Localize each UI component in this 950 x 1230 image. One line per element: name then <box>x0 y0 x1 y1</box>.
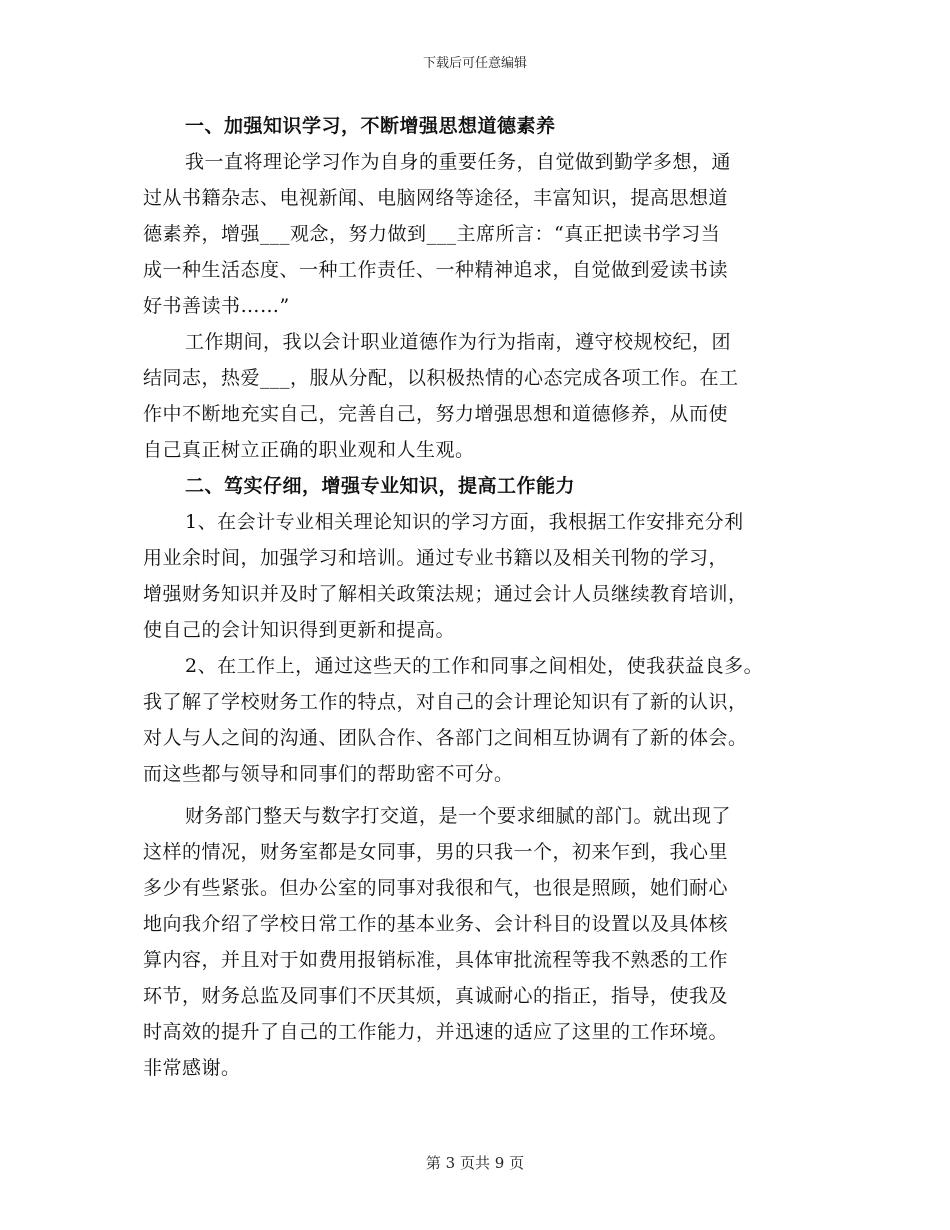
paragraph-line: 而这些都与领导和同事们的帮助密不可分。 <box>143 763 514 785</box>
section-heading-1: 一、加强知识学习，不断增强思想道德素养 <box>185 115 556 137</box>
paragraph-line: 环节，财务总监及同事们不厌其烦，真诚耐心的指正，指导，使我及 <box>143 985 729 1007</box>
paragraph-line: 2、在工作上，通过这些天的工作和同事之间相处，使我获益良多。 <box>185 655 764 677</box>
paragraph-line: 自己真正树立正确的职业观和人生观。 <box>143 439 475 461</box>
document-body <box>143 108 808 1086</box>
paragraph-line: 成一种生活态度、一种工作责任、一种精神追求，自觉做到爱读书读 <box>143 259 729 281</box>
paragraph-line: 德素养，增强___观念，努力做到___主席所言：“真正把读书学习当 <box>143 223 721 245</box>
paragraph-line: 对人与人之间的沟通、团队合作、各部门之间相互协调有了新的体会。 <box>143 727 748 749</box>
paragraph-line: 使自己的会计知识得到更新和提高。 <box>143 619 456 641</box>
paragraph-line: 好书善读书……” <box>143 295 290 317</box>
paragraph-line: 地向我介绍了学校日常工作的基本业务、会计科目的设置以及具体核 <box>143 913 729 935</box>
paragraph-line: 财务部门整天与数字打交道，是一个要求细腻的部门。就出现了 <box>185 805 732 827</box>
paragraph-line: 1、在会计专业相关理论知识的学习方面，我根据工作安排充分利 <box>185 511 744 533</box>
paragraph-line: 结同志，热爱___，服从分配，以积极热情的心态完成各项工作。在工 <box>143 367 739 389</box>
paragraph-line: 我一直将理论学习作为自身的重要任务，自觉做到勤学多想，通 <box>185 151 732 173</box>
paragraph-line: 作中不断地充实自己，完善自己，努力增强思想和道德修养，从而使 <box>143 403 729 425</box>
section-heading-2: 二、笃实仔细，增强专业知识，提高工作能力 <box>185 475 576 497</box>
paragraph-line: 这样的情况，财务室都是女同事，男的只我一个，初来乍到，我心里 <box>143 841 729 863</box>
paragraph-line: 多少有些紧张。但办公室的同事对我很和气，也很是照顾，她们耐心 <box>143 877 729 899</box>
paragraph-line: 非常感谢。 <box>143 1057 241 1079</box>
page-indicator: 第 3 页共 9 页 <box>425 1154 525 1172</box>
paragraph-line: 时高效的提升了自己的工作能力，并迅速的适应了这里的工作环境。 <box>143 1021 729 1043</box>
paragraph-line: 我了解了学校财务工作的特点，对自己的会计理论知识有了新的认识， <box>143 691 748 713</box>
header-note: 下载后可任意编辑 <box>422 56 527 71</box>
paragraph-line: 用业余时间，加强学习和培训。通过专业书籍以及相关刊物的学习， <box>143 547 729 569</box>
paragraph-line: 算内容，并且对于如费用报销标准，具体审批流程等我不熟悉的工作 <box>143 949 729 971</box>
paragraph-line: 过从书籍杂志、电视新闻、电脑网络等途径，丰富知识，提高思想道 <box>143 187 729 209</box>
paragraph-line: 增强财务知识并及时了解相关政策法规；通过会计人员继续教育培训， <box>143 583 748 605</box>
paragraph-line: 工作期间，我以会计职业道德作为行为指南，遵守校规校纪，团 <box>185 331 732 353</box>
